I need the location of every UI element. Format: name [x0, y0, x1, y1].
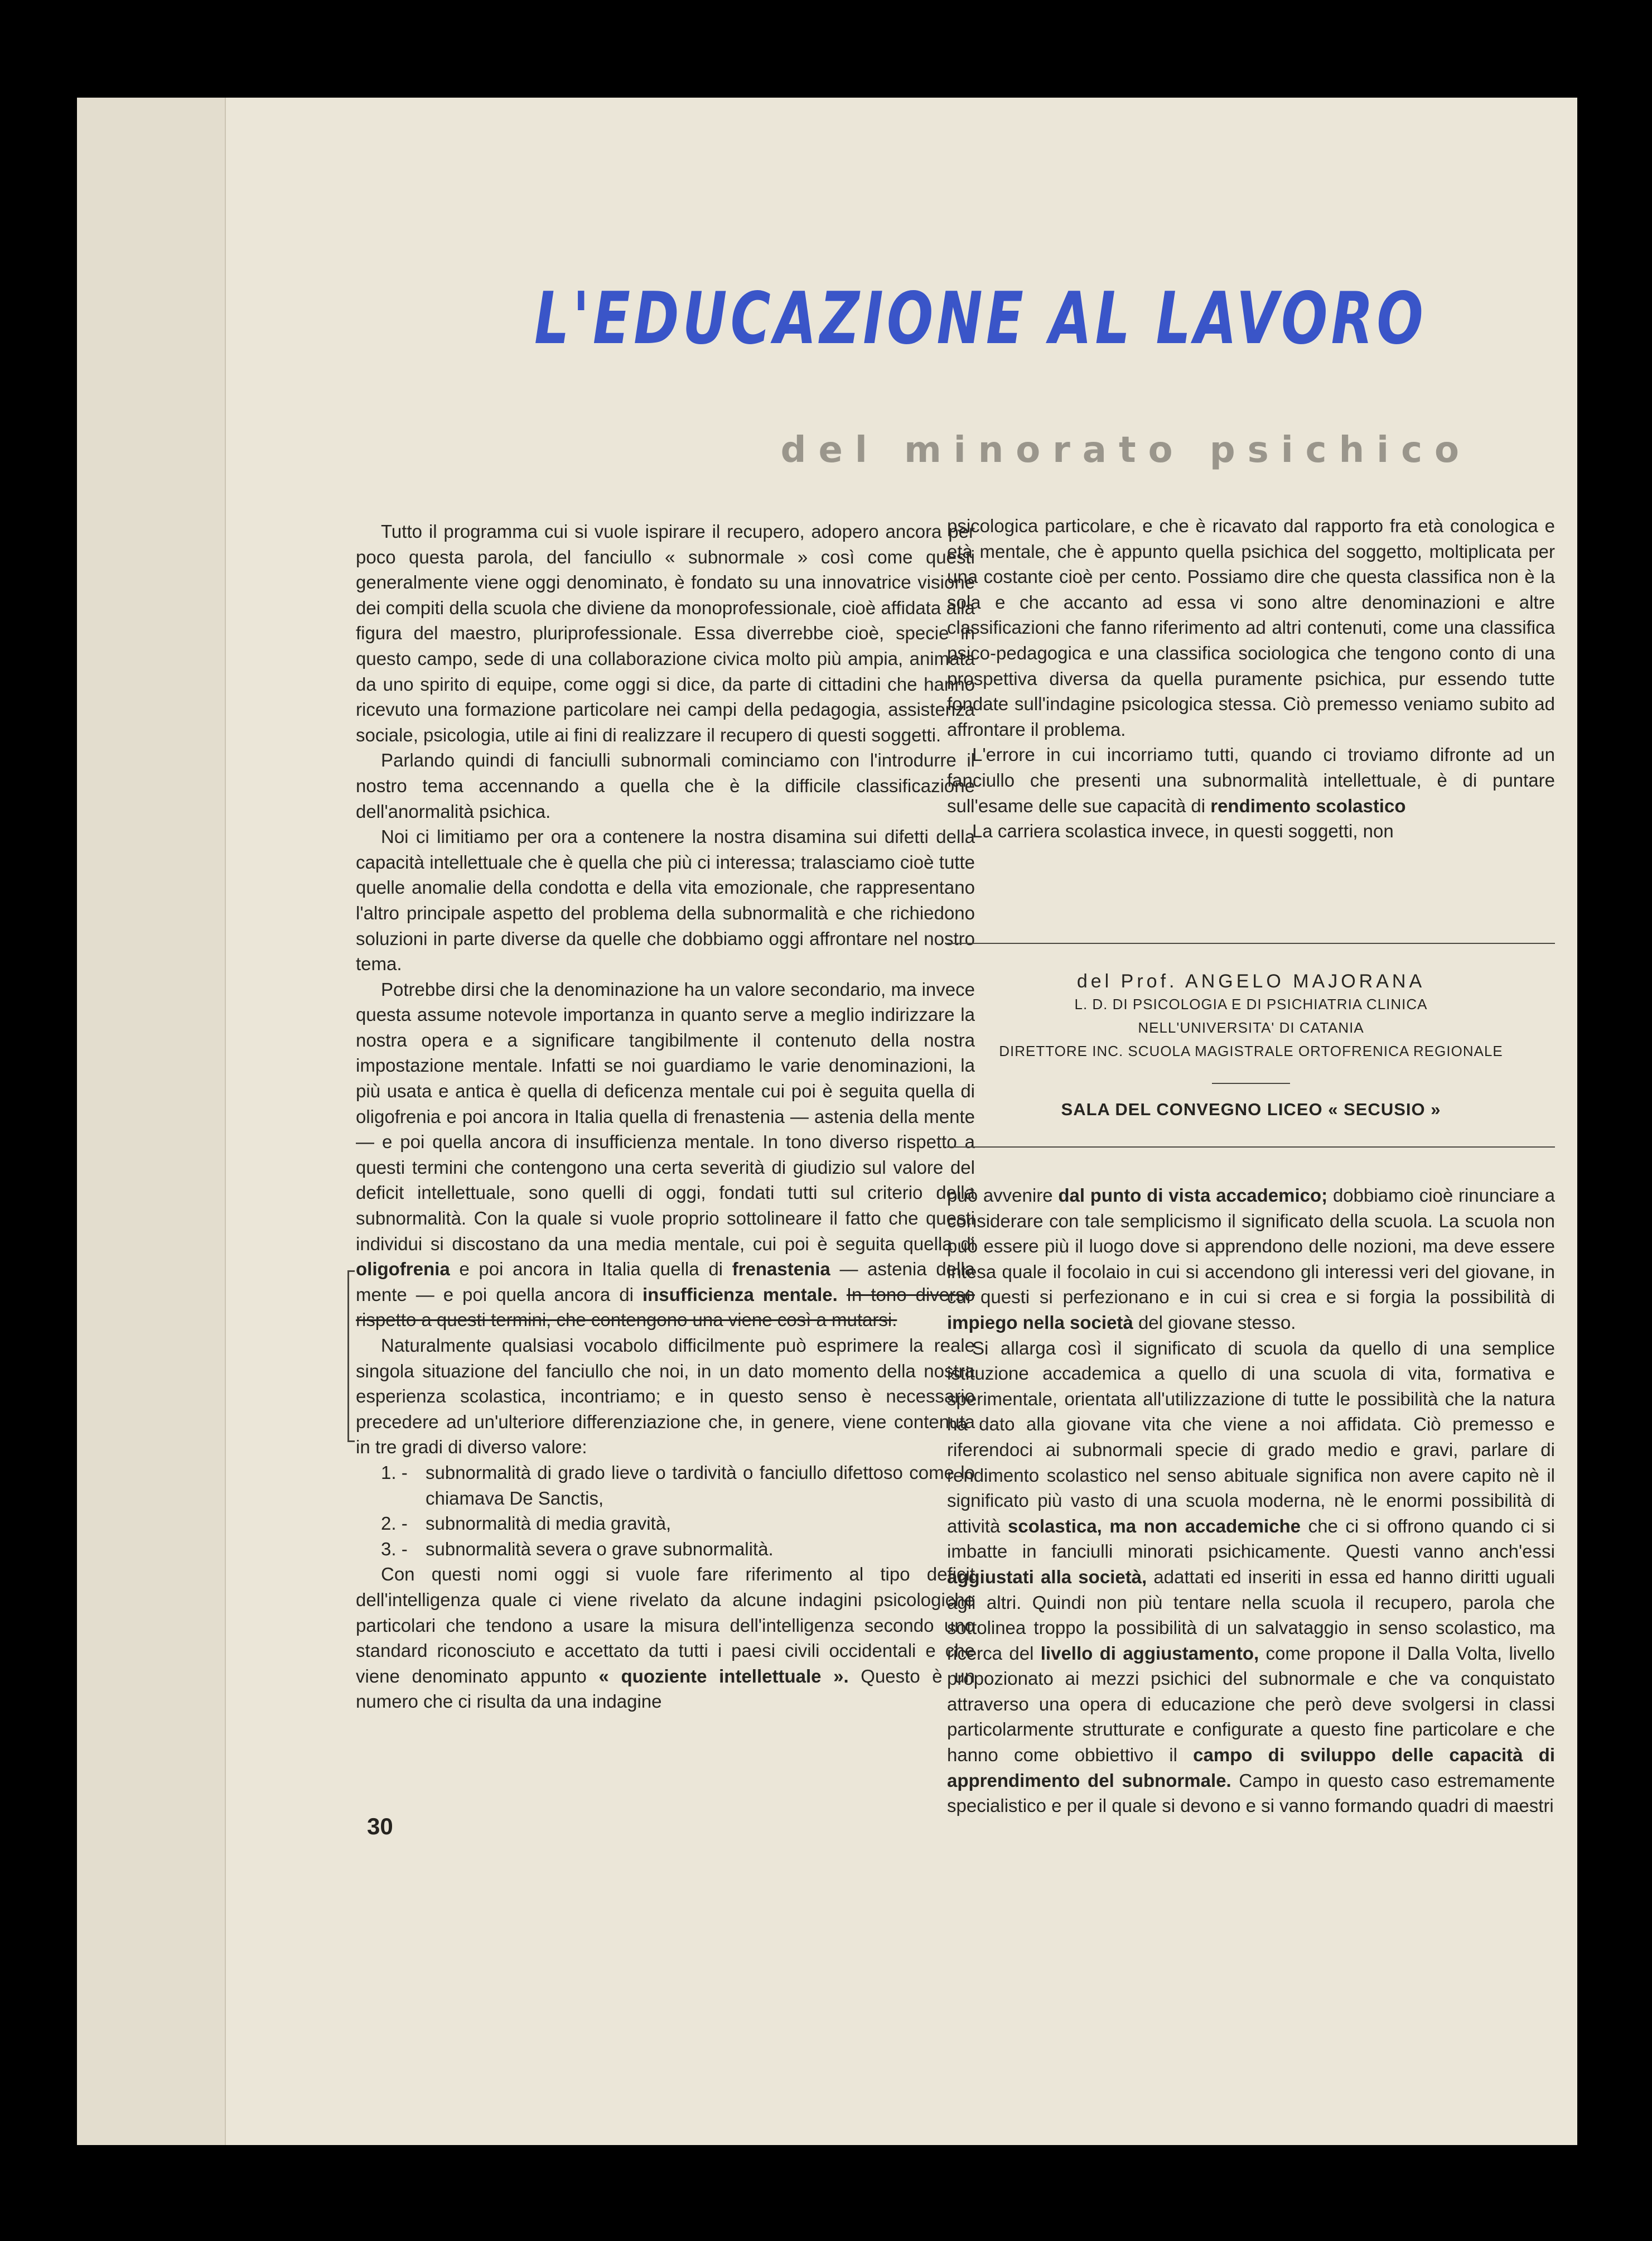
right-paragraph-4	[947, 1183, 1555, 1336]
right-paragraph-5-e: Campo in questo caso estremamente specialistico e per il quale si devono e si vanno formando quadri di maestri	[947, 1770, 1556, 1816]
campo-sviluppo-term: campo di sviluppo delle capacità di apprendimento del subnormale.	[947, 1744, 1555, 1791]
page-fold-margin	[77, 98, 226, 2145]
left-paragraph-4	[356, 977, 975, 1333]
right-paragraph-5-d: come propone il Dalla Volta, livello propozionato ai mezzi psichici del subnormale e che va conquistato attraverso una opera di educazione che però deve svolgersi in classi particolarmente strutturate e configurate a questo fine particolare e che hanno come obbiettivo il	[947, 1642, 1556, 1766]
list-item-number: 2. -	[381, 1513, 408, 1534]
right-paragraph-5-b: che ci si offrono quando ci si imbatte in fanciulli minorati psichicamente. Questi vanno anch'essi	[947, 1515, 1555, 1562]
subnormality-grades-list	[356, 1460, 975, 1562]
right-paragraph-2	[947, 742, 1555, 818]
quoziente-term: « quoziente intellettuale ».	[598, 1665, 849, 1686]
right-paragraph-5-c: adattati ed inseriti in essa ed hanno diritti uguali agli altri. Quindi non più tentare nella scuola il recupero, parola che sottolinea troppo la possibilità di un salvataggio in senso scolastico, ma ricerca del	[947, 1566, 1555, 1664]
right-paragraph-2-text: L'errore in cui incorriamo tutti, quando ci troviamo difronte ad un fanciullo che presenti una subnormalità intellettuale, è di puntare sull'esame delle sue capacità di	[947, 744, 1555, 816]
divider	[947, 1146, 1555, 1148]
author-affiliation-3: DIRETTORE INC. SCUOLA MAGISTRALE ORTOFRENICA REGIONALE	[999, 1043, 1503, 1059]
right-paragraph-4-b: dobbiamo cioè rinunciare a considerare con tale semplicismo il significato della scuola. La scuola non può essere più il luogo dove si apprendono delle nozioni, ma deve essere intesa quale il focolaio in cui si accendono gli interessi veri del giovane, in cui questi si perfezionano e in cui si crea e si forgia la possibilità di	[947, 1185, 1555, 1308]
scolastica-term: scolastica, ma non accademiche	[1007, 1515, 1301, 1536]
left-paragraph-4-repeat-b: e poi ancora in Italia quella di	[450, 1259, 732, 1280]
right-paragraph-1: psicologica particolare, e che è ricavato dal rapporto fra età conologica e età mentale, che è appunto quella psichica del soggetto, moltiplicata per una costante cioè per cento. Possiamo dire che questa classifica non è la sola e che accanto ad essa vi sono altre denominazioni e altre classificazioni che fanno riferimento ad altri contenuti, come una classifica psico-pedagogica e una classifica sociologica che tengono conto di una prospettiva diversa da quella puramente psichica, pur essendo tutte fondate sull'indagine psicologica stessa. Ciò premesso veniamo subito ad affrontare il problema.	[947, 515, 1555, 740]
right-column-bottom	[947, 1183, 1555, 1819]
author-name: del Prof. ANGELO MAJORANA	[1076, 971, 1426, 992]
list-item-text: subnormalità severa o grave subnormalità.	[426, 1538, 774, 1559]
left-paragraph-2: Parlando quindi di fanciulli subnormali cominciamo con l'introdurre il nostro tema accennando a quella che è la difficile classificazione dell'anormalità psichica.	[356, 750, 975, 822]
list-item-number: 3. -	[381, 1538, 408, 1559]
left-column	[356, 519, 975, 1714]
livello-term: livello di aggiustamento,	[1040, 1642, 1259, 1664]
accademico-term: dal punto di vista accademico;	[1058, 1185, 1328, 1206]
author-box	[947, 943, 1555, 1148]
impiego-term: impiego nella società	[947, 1312, 1133, 1333]
list-item	[381, 1511, 975, 1536]
article-subtitle: del minorato psichico	[780, 430, 1471, 471]
right-paragraph-4-c: del giovane stesso.	[1133, 1312, 1296, 1333]
aggiustati-term: aggiustati alla società,	[947, 1566, 1147, 1587]
list-item-text: subnormalità di media gravità,	[426, 1513, 672, 1534]
venue-label: SALA DEL CONVEGNO LICEO « SECUSIO »	[1061, 1100, 1441, 1119]
left-paragraph-5: Naturalmente qualsiasi vocabolo difficilmente può esprimere la reale singola situazione del fanciullo che noi, in un dato momento della nostra esperienza scolastica, incontriamo; e in questo senso è necessario precedere ad un'ulteriore differenziazione che, in genere, viene contenuta in tre gradi di diverso valore:	[356, 1335, 975, 1458]
left-paragraph-4-text: Potrebbe dirsi che la denominazione ha un valore secondario, ma invece questa assume notevole importanza in quanto serve a meglio indirizzare la nostra opera e a significare tangibilmente il contenuto della nostra impostazione mentale. Infatti se noi guardiamo le varie denominazioni, la più usata e antica è quella di deficenza mentale cui poi è seguita quella di oligofrenia e poi ancora in Italia quella di frenastenia — astenia della mente — e poi quella ancora di insufficienza mentale. In tono diverso rispetto a questi termini che contengono una certa severità di giudizio sul valore del deficit intellettuale, sono quelli di oggi, fondati tutti sul criterio della subnormalità. Con la quale si vuole proprio sottolineare il fatto che questi individui si discostano da una media mentale,	[356, 979, 975, 1254]
right-paragraph-3: La carriera scolastica invece, in questi soggetti, non	[972, 821, 1394, 842]
left-paragraph-1: Tutto il programma cui si vuole ispirare il recupero, adopero ancora per poco questa parola, del fanciullo « subnormale » così come questi generalmente viene oggi denominato, è fondato su una innovatrice visione dei compiti della scuola che diviene da monoprofessionale, cioè affidata alla figura del maestro, pluriprofessionale. Essa diverrebbe cioè, specie in questo campo, sede di una collaborazione civica molto più ampia, animata da uno spirito di equipe, come oggi si dice, da parte di cittadini che hanno ricevuto una formazione particolare nei campi della pedagogia, assistenza sociale, psicologia, utile ai fini di realizzare il recupero di questi soggetti.	[356, 521, 975, 745]
right-column-top	[947, 513, 1555, 844]
frenastenia-term: frenastenia	[732, 1259, 830, 1280]
handwritten-title-text: L'EDUCAZIONE AL LAVORO	[534, 277, 1427, 360]
page-number: 30	[367, 1813, 393, 1839]
right-paragraph-4-a: può avvenire	[947, 1185, 1059, 1206]
pen-bracket-mark	[347, 1270, 355, 1442]
struck-through-text: In tono diverso rispetto a questi termini, che contengono una viene così a mutarsi.	[356, 1284, 975, 1331]
rendimento-term: rendimento scolastico	[1210, 795, 1406, 816]
divider	[1212, 1083, 1290, 1084]
oligofrenia-term: oligofrenia	[356, 1259, 450, 1280]
left-paragraph-4-repeat-c: — astenia della mente — e poi quella ancora di	[356, 1259, 975, 1305]
right-paragraph-5-a: Si allarga così il significato di scuola da quello di una semplice istituzione accademica a quello di una scuola di vita, formativa e sperimentale, orientata all'utilizzazione di tutte le possibilità che la natura ha dato alla giovane vita che viene a noi affidata. Ciò premesso e riferendoci ai subnormali specie di grado medio e gravi, parlare di rendimento scolastico nel senso abituale significa non avere capito nè il significato più vasto di una scuola moderna, nè le enormi possibilità di attività	[947, 1337, 1555, 1536]
list-item-text: subnormalità di grado lieve o tardività o fanciullo difettoso come lo chiamava De Sanctis,	[426, 1462, 975, 1509]
insufficienza-term: insufficienza mentale.	[642, 1284, 838, 1305]
left-paragraph-4-repeat-a: cui poi è seguita quella di	[752, 1233, 975, 1254]
magazine-page	[77, 98, 1577, 2145]
list-item	[381, 1460, 975, 1511]
list-item-number: 1. -	[381, 1462, 408, 1483]
author-affiliation-1: L. D. DI PSICOLOGIA E DI PSICHIATRIA CLINICA	[1074, 996, 1428, 1013]
handwritten-title	[529, 265, 1432, 365]
left-paragraph-3: Noi ci limitiamo per ora a contenere la nostra disamina sui difetti della capacità intellettuale che è quella che più ci interessa; tralasciamo cioè tutte quelle anomalie della condotta e della vita emozionale, che rappresentano l'altro principale aspetto del problema della subnormalità e che richiedono soluzioni in parte diverse da quelle che dobbiamo oggi affrontare nel nostro tema.	[356, 826, 975, 975]
left-paragraph-6-text: Con questi nomi oggi si vuole fare riferimento al tipo deficit dell'intelligenza quale ci viene rivelato da alcune indagini psicologiche particolari che tendono a usare la misura dell'intelligenza secondo uno standard riconosciuto e accettato da tutti i paesi civili occidentali e che viene denominato appunto	[356, 1564, 975, 1686]
list-item	[381, 1536, 975, 1562]
author-affiliation-2: NELL'UNIVERSITA' DI CATANIA	[1138, 1019, 1364, 1036]
right-paragraph-5	[947, 1336, 1555, 1819]
left-paragraph-6	[356, 1562, 975, 1714]
left-paragraph-6-tail: Questo è un numero che ci risulta da una indagine	[356, 1665, 975, 1712]
divider	[947, 943, 1555, 944]
